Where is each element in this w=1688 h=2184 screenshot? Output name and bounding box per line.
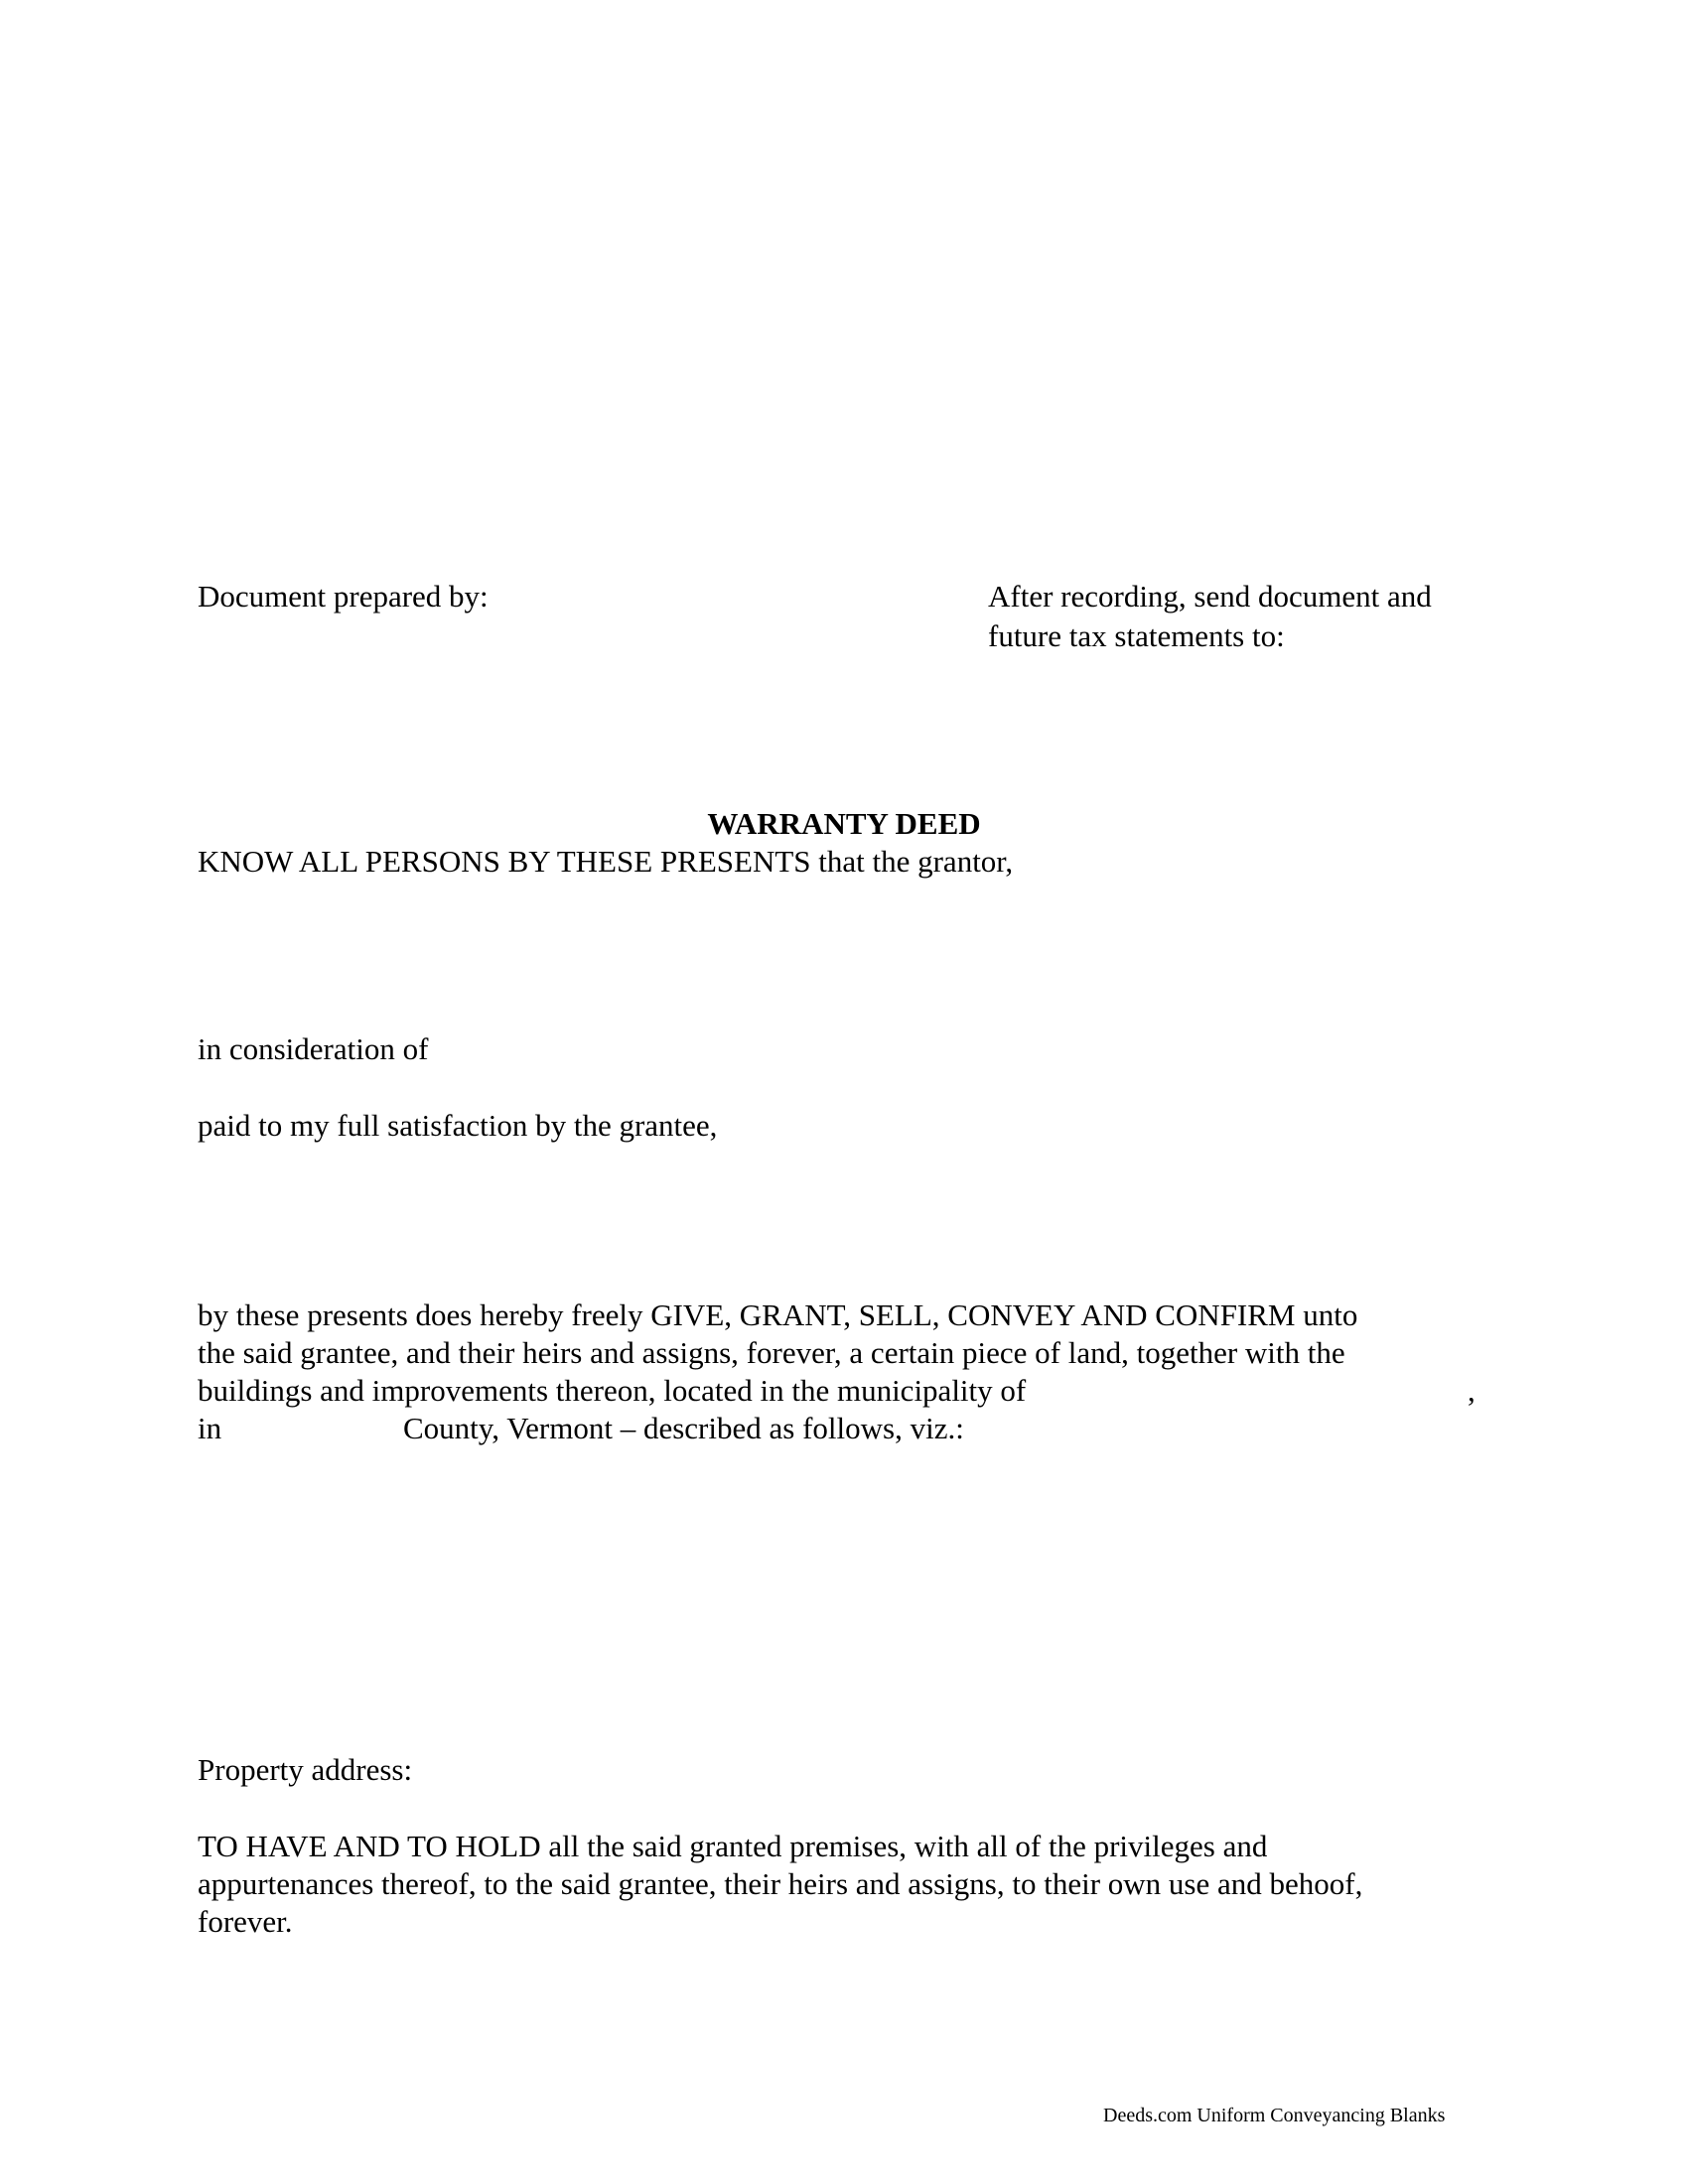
paid-clause: paid to my full satisfaction by the grantee, <box>198 1108 718 1143</box>
habendum-clause-line1: TO HAVE AND TO HOLD all the said granted premises, with all of the privileges and <box>198 1829 1268 1863</box>
habendum-clause-line2: appurtenances thereof, to the said grantee, their heirs and assigns, to their own use and behoof, <box>198 1866 1363 1901</box>
grant-clause-in: in <box>198 1411 222 1445</box>
consideration-clause: in consideration of <box>198 1031 429 1066</box>
footer-text: Deeds.com Uniform Conveyancing Blanks <box>1103 2105 1446 2126</box>
grant-clause-line1: by these presents does hereby freely GIVE, GRANT, SELL, CONVEY AND CONFIRM unto <box>198 1297 1358 1332</box>
know-all-clause: KNOW ALL PERSONS BY THESE PRESENTS that the grantor, <box>198 844 1014 879</box>
document-title: WARRANTY DEED <box>707 806 981 841</box>
grant-clause-comma: , <box>1468 1373 1476 1408</box>
send-to-label-line1: After recording, send document and <box>988 579 1432 614</box>
grant-clause-county: County, Vermont – described as follows, viz.: <box>403 1411 964 1445</box>
prepared-by-label: Document prepared by: <box>198 579 489 614</box>
send-to-label-line2: future tax statements to: <box>988 618 1285 653</box>
habendum-clause-line3: forever. <box>198 1904 293 1939</box>
grant-clause-line2: the said grantee, and their heirs and assigns, forever, a certain piece of land, together with the <box>198 1335 1345 1370</box>
property-address-label: Property address: <box>198 1752 413 1787</box>
grant-clause-line3: buildings and improvements thereon, located in the municipality of <box>198 1373 1027 1408</box>
